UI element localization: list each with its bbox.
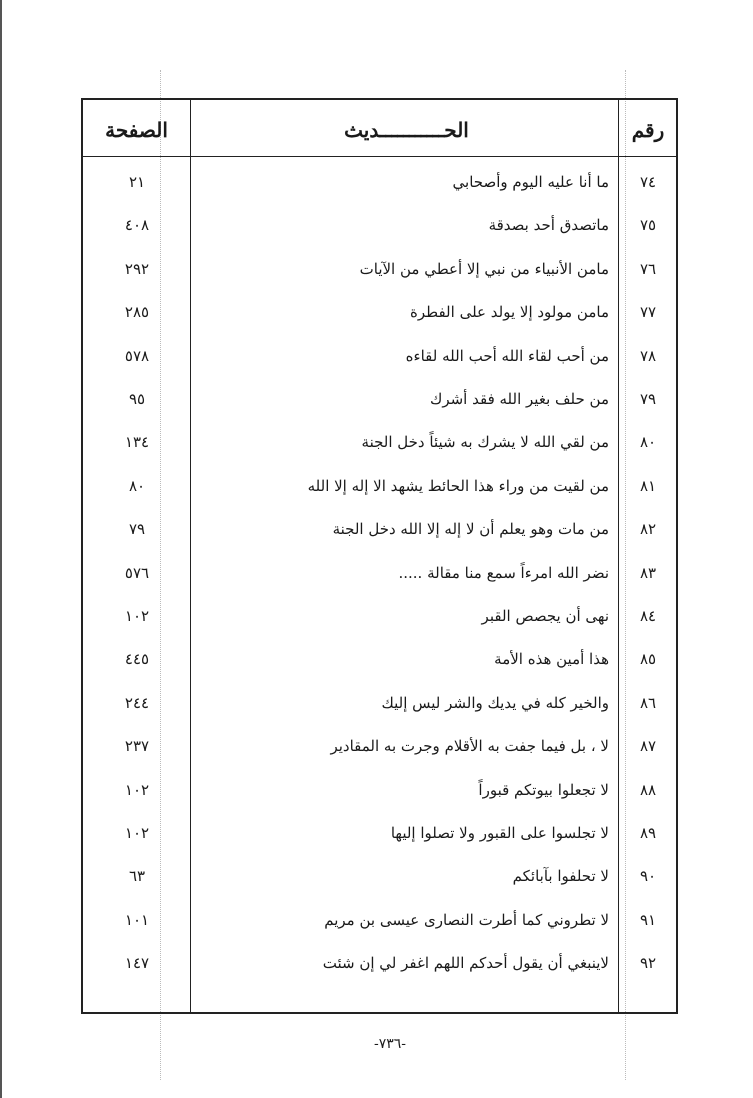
hadith-index-table <box>81 98 678 1014</box>
page-reference: ٤٠٨ <box>124 216 150 235</box>
page-reference: ٢٩٢ <box>124 259 150 278</box>
header-page: الصفحة <box>105 118 168 142</box>
hadith-text: مامن الأنبياء من نبي إلا أعطي من الآيات <box>359 259 609 278</box>
table-row <box>83 818 676 848</box>
page-reference: ٢٣٧ <box>124 737 150 756</box>
hadith-text: لا تجلسوا على القبور ولا تصلوا إليها <box>390 824 609 842</box>
header-hadith: الحـــــــــــديث <box>344 118 469 142</box>
page-reference: ١٠٢ <box>124 780 150 799</box>
table-row <box>83 471 676 501</box>
hadith-number: ٨٥ <box>639 650 657 669</box>
table-row <box>83 731 676 761</box>
hadith-text: مامن مولود إلا يولد على الفطرة <box>410 303 609 322</box>
hadith-number: ٧٨ <box>639 346 657 365</box>
table-row <box>83 688 676 718</box>
hadith-number: ٨٣ <box>639 563 657 582</box>
hadith-text: لا تجعلوا بيوتكم قبوراً <box>478 780 609 799</box>
table-row <box>83 558 676 588</box>
hadith-text: ماتصدق أحد بصدقة <box>488 216 609 235</box>
page-edge-rule <box>0 0 2 1098</box>
table-row <box>83 167 676 197</box>
hadith-number: ٧٤ <box>639 173 657 191</box>
table-row <box>83 514 676 544</box>
hadith-number: ٩٢ <box>639 954 657 973</box>
table-row <box>83 948 676 978</box>
page-reference: ٩٥ <box>128 390 146 408</box>
hadith-text: من لقي الله لا يشرك به شيئاً دخل الجنة <box>361 433 609 452</box>
hadith-number: ٧٩ <box>639 390 657 408</box>
header-number: رقم <box>631 118 665 142</box>
page-reference: ١٣٤ <box>124 433 150 452</box>
hadith-number: ٨٤ <box>639 607 657 625</box>
hadith-number: ٧٦ <box>639 259 657 278</box>
hadith-number: ٨٧ <box>639 737 657 756</box>
hadith-text: من أحب لقاء الله أحب الله لقاءه <box>405 346 609 365</box>
table-row <box>83 905 676 935</box>
page-reference: ٢٤٤ <box>124 693 150 712</box>
hadith-text: هذا أمين هذه الأمة <box>494 650 609 669</box>
hadith-text: من حلف بغير الله فقد أشرك <box>429 390 609 408</box>
table-row <box>83 601 676 631</box>
table-row <box>83 341 676 371</box>
hadith-text: لا تحلفوا بآبائكم <box>512 867 609 886</box>
page-reference: ١٠١ <box>124 910 150 929</box>
hadith-number: ٧٥ <box>639 216 657 235</box>
table-row <box>83 254 676 284</box>
hadith-text: والخير كله في يديك والشر ليس إليك <box>381 693 609 712</box>
page-reference: ٧٩ <box>128 520 146 539</box>
page-reference: ١٤٧ <box>124 954 150 973</box>
page-number: -٧٣٦- <box>373 1036 407 1052</box>
hadith-number: ٧٧ <box>639 303 657 322</box>
hadith-text: من لقيت من وراء هذا الحائط يشهد الا إله إلا الله <box>307 476 609 495</box>
hadith-text: من مات وهو يعلم أن لا إله إلا الله دخل الجنة <box>332 520 609 539</box>
hadith-number: ٨٠ <box>639 433 657 452</box>
table-row <box>83 210 676 240</box>
page-reference: ٢١ <box>128 173 146 191</box>
page-reference: ٥٧٨ <box>124 346 150 365</box>
table-row <box>83 775 676 805</box>
hadith-text: لا ، بل فيما جفت به الأقلام وجرت به المقادير <box>330 737 609 756</box>
hadith-text: ما أنا عليه اليوم وأصحابي <box>452 173 609 191</box>
hadith-number: ٨٩ <box>639 824 657 842</box>
hadith-number: ٨٨ <box>639 780 657 799</box>
table-row <box>83 427 676 457</box>
page-reference: ٢٨٥ <box>124 303 150 322</box>
page-reference: ٨٠ <box>128 476 146 495</box>
table-row <box>83 297 676 327</box>
header-divider <box>83 156 676 157</box>
hadith-number: ٩٠ <box>639 867 657 886</box>
page-reference: ١٠٢ <box>124 607 150 625</box>
page-reference: ٥٧٦ <box>124 563 150 582</box>
table-row <box>83 861 676 891</box>
hadith-number: ٨٦ <box>639 693 657 712</box>
hadith-text: لا تطروني كما أطرت النصارى عيسى بن مريم <box>324 910 609 929</box>
hadith-text: نضر الله امرءاً سمع منا مقالة ..... <box>398 563 609 582</box>
page-reference: ١٠٢ <box>124 824 150 842</box>
page-reference: ٤٤٥ <box>124 650 150 669</box>
table-row <box>83 644 676 674</box>
hadith-number: ٨١ <box>639 476 657 495</box>
hadith-number: ٨٢ <box>639 520 657 539</box>
page-reference: ٦٣ <box>128 867 146 886</box>
hadith-text: نهى أن يجصص القبر <box>481 607 609 625</box>
hadith-text: لاينبغي أن يقول أحدكم اللهم اغفر لي إن شئت <box>322 954 609 973</box>
hadith-number: ٩١ <box>639 910 657 929</box>
table-row <box>83 384 676 414</box>
